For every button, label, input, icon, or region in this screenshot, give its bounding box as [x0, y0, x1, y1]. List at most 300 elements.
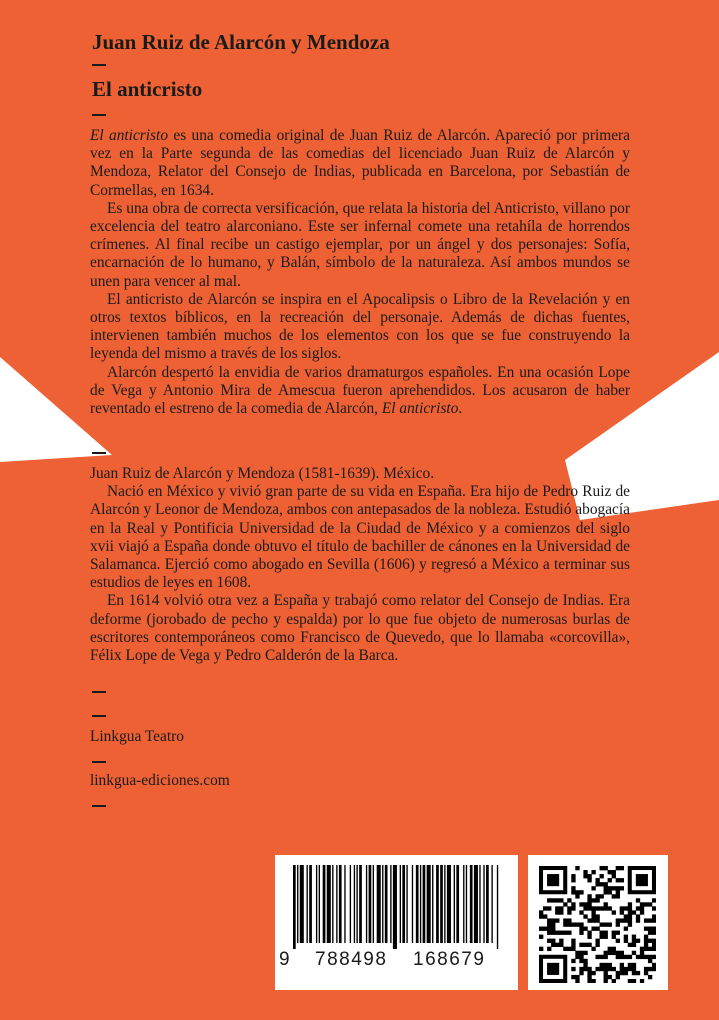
qr-module	[547, 906, 551, 910]
qr-module	[559, 943, 563, 947]
barcode-bar	[444, 865, 445, 943]
barcode-bar	[393, 865, 397, 949]
qr-module	[583, 906, 587, 910]
qr-module	[579, 967, 583, 971]
qr-module	[600, 874, 604, 878]
qr-module	[608, 922, 612, 926]
qr-module	[612, 935, 616, 939]
qr-module	[575, 922, 579, 926]
qr-module	[604, 882, 608, 886]
synopsis-paragraph-2: Es una obra de correcta versificación, que relata la historia del Anticristo, villano por excelencia del teatro alarconiano. Este ser infernal comete una retahíla de horrendos crímenes. Al final recibe un castigo ejemplar, por un ángel y dos personajes: Sofía, encarnación de lo humano, y Balán, símbolo de la naturaleza. Así ambos mundos se unen para vencer al mal.	[90, 199, 630, 290]
qr-module	[591, 910, 595, 914]
qr-module	[652, 947, 656, 951]
qr-module	[628, 979, 632, 983]
dash-divider	[92, 691, 106, 693]
qr-module	[628, 955, 632, 959]
qr-module	[539, 927, 543, 931]
qr-module	[632, 971, 636, 975]
qr-module	[644, 955, 648, 959]
qr-module	[640, 947, 644, 951]
qr-module	[604, 922, 608, 926]
qr-module	[571, 939, 575, 943]
qr-module	[579, 902, 583, 906]
qr-module	[575, 979, 579, 983]
qr-module	[551, 927, 555, 931]
qr-module	[583, 870, 587, 874]
qr-module	[616, 878, 620, 882]
qr-module	[587, 918, 591, 922]
qr-module	[579, 971, 583, 975]
qr-module	[595, 955, 599, 959]
qr-module	[616, 890, 620, 894]
qr-module	[571, 902, 575, 906]
qr-module	[640, 979, 644, 983]
qr-module	[624, 935, 628, 939]
qr-module	[648, 947, 652, 951]
qr-module	[579, 959, 583, 963]
qr-module	[595, 894, 599, 898]
qr-module	[559, 910, 563, 914]
qr-module	[640, 951, 644, 955]
qr-module	[571, 975, 575, 979]
qr-module	[583, 927, 587, 931]
barcode-bar	[382, 865, 383, 943]
qr-module	[547, 947, 551, 951]
qr-code	[528, 855, 668, 990]
qr-module	[652, 906, 656, 910]
barcode-bar	[359, 865, 362, 943]
qr-module	[612, 870, 616, 874]
qr-module	[604, 866, 608, 870]
qr-module	[563, 931, 567, 935]
qr-module	[636, 918, 640, 922]
qr-module	[632, 935, 636, 939]
qr-module	[595, 967, 599, 971]
qr-module	[604, 890, 608, 894]
qr-module	[616, 971, 620, 975]
qr-module	[616, 939, 620, 943]
qr-module	[547, 918, 551, 922]
qr-module	[587, 902, 591, 906]
qr-module	[571, 886, 575, 890]
qr-module	[612, 931, 616, 935]
qr-module	[567, 910, 571, 914]
qr-module	[583, 963, 587, 967]
qr-module	[595, 918, 599, 922]
biography-paragraph-2: En 1614 volvió otra vez a España y trabajó como relator del Consejo de Indias. Era deforme (jorobado de pecho y espalda) por lo que fue objeto de numerosas burlas de escritores contemporáneos como Francisco de Quevedo, que lo llamaba «corcovilla», Félix Lope de Vega y Pedro Calderón de la Barca.	[90, 592, 630, 665]
qr-module	[539, 910, 543, 914]
qr-module	[604, 886, 608, 890]
qr-module	[616, 931, 620, 935]
qr-module	[571, 922, 575, 926]
qr-module	[620, 971, 624, 975]
qr-module	[648, 918, 652, 922]
qr-module	[555, 918, 559, 922]
qr-module	[648, 955, 652, 959]
qr-module	[587, 898, 591, 902]
qr-module	[620, 951, 624, 955]
barcode-bar	[423, 865, 426, 943]
dash-divider	[92, 761, 106, 763]
qr-module	[579, 955, 583, 959]
qr-module	[567, 931, 571, 935]
qr-module	[583, 959, 587, 963]
dash-divider	[92, 452, 106, 454]
qr-module	[600, 931, 604, 935]
qr-module	[632, 979, 636, 983]
qr-module	[648, 939, 652, 943]
qr-module	[612, 874, 616, 878]
qr-module	[547, 939, 551, 943]
qr-module	[555, 898, 559, 902]
qr-module	[571, 890, 575, 894]
qr-module	[644, 947, 648, 951]
collection-name: Linkgua Teatro	[90, 728, 184, 745]
barcode-bar	[309, 865, 312, 943]
barcode-bar	[402, 865, 405, 943]
qr-module	[587, 975, 591, 979]
qr-module	[539, 935, 543, 939]
qr-module	[612, 886, 616, 890]
barcode-bar	[300, 865, 304, 943]
qr-module	[632, 943, 636, 947]
qr-module	[567, 947, 571, 951]
qr-module	[591, 870, 595, 874]
qr-module	[612, 894, 616, 898]
barcode-bar	[427, 865, 431, 943]
qr-module	[575, 951, 579, 955]
title-italic: El anticristo	[90, 127, 169, 144]
qr-module	[624, 927, 628, 931]
qr-module	[591, 914, 595, 918]
qr-module	[628, 914, 632, 918]
qr-module	[571, 943, 575, 947]
qr-module	[652, 927, 656, 931]
barcode-bar	[436, 865, 439, 943]
qr-module	[559, 931, 563, 935]
qr-module	[583, 943, 587, 947]
qr-module	[587, 967, 591, 971]
qr-module	[571, 967, 575, 971]
qr-module	[579, 910, 583, 914]
qr-module	[616, 894, 620, 898]
qr-module	[587, 935, 591, 939]
qr-finder-center	[547, 874, 559, 886]
qr-module	[620, 906, 624, 910]
qr-module	[559, 906, 563, 910]
qr-module	[551, 943, 555, 947]
qr-module	[551, 918, 555, 922]
qr-module	[591, 886, 595, 890]
qr-module	[595, 914, 599, 918]
barcode-bar	[369, 865, 372, 943]
qr-module	[600, 963, 604, 967]
qr-module	[604, 906, 608, 910]
synopsis	[90, 127, 630, 418]
qr-module	[587, 943, 591, 947]
qr-module	[600, 906, 604, 910]
barcode-bar	[356, 865, 357, 943]
qr-module	[571, 906, 575, 910]
qr-module	[595, 878, 599, 882]
qr-module	[632, 939, 636, 943]
qr-module	[624, 914, 628, 918]
qr-module	[547, 927, 551, 931]
barcode-bar	[385, 865, 388, 943]
qr-module	[628, 922, 632, 926]
dash-divider	[92, 64, 106, 66]
qr-code-pattern	[539, 866, 656, 983]
qr-module	[616, 975, 620, 979]
qr-module	[555, 931, 559, 935]
qr-module	[567, 918, 571, 922]
qr-module	[620, 910, 624, 914]
qr-module	[587, 894, 591, 898]
author-name: Juan Ruiz de Alarcón y Mendoza	[92, 30, 390, 54]
qr-module	[591, 927, 595, 931]
barcode-bar	[400, 865, 401, 943]
qr-module	[636, 939, 640, 943]
qr-module	[555, 910, 559, 914]
barcode-bar	[483, 865, 484, 943]
qr-module	[620, 918, 624, 922]
qr-module	[628, 963, 632, 967]
qr-module	[612, 967, 616, 971]
barcode-bar	[497, 865, 498, 949]
qr-module	[616, 886, 620, 890]
qr-module	[604, 979, 608, 983]
qr-module	[543, 906, 547, 910]
qr-module	[604, 963, 608, 967]
qr-module	[628, 902, 632, 906]
qr-module	[571, 959, 575, 963]
qr-module	[604, 955, 608, 959]
qr-module	[652, 967, 656, 971]
qr-module	[628, 906, 632, 910]
barcode-bar	[350, 865, 351, 943]
qr-module	[579, 951, 583, 955]
qr-module	[579, 931, 583, 935]
qr-module	[571, 878, 575, 882]
qr-finder-center	[547, 963, 559, 975]
barcode-bar	[440, 865, 443, 943]
qr-module	[543, 927, 547, 931]
qr-module	[652, 918, 656, 922]
qr-module	[644, 927, 648, 931]
qr-module	[620, 886, 624, 890]
qr-module	[587, 874, 591, 878]
qr-module	[587, 878, 591, 882]
barcode-bar	[336, 865, 337, 943]
barcode-bar	[344, 865, 345, 943]
barcode-bar	[373, 865, 374, 943]
qr-module	[591, 918, 595, 922]
qr-module	[600, 882, 604, 886]
qr-module	[567, 898, 571, 902]
qr-module	[600, 866, 604, 870]
qr-module	[652, 943, 656, 947]
qr-module	[559, 898, 563, 902]
qr-module	[600, 935, 604, 939]
qr-module	[600, 955, 604, 959]
qr-module	[624, 967, 628, 971]
barcode-bar	[486, 865, 489, 943]
qr-module	[575, 866, 579, 870]
qr-module	[612, 910, 616, 914]
qr-module	[608, 870, 612, 874]
qr-module	[640, 902, 644, 906]
qr-module	[583, 902, 587, 906]
qr-module	[616, 922, 620, 926]
qr-module	[632, 910, 636, 914]
qr-module	[600, 967, 604, 971]
qr-module	[604, 931, 608, 935]
barcode-bar	[316, 865, 317, 943]
qr-module	[608, 975, 612, 979]
qr-module	[587, 906, 591, 910]
qr-module	[644, 939, 648, 943]
qr-module	[551, 898, 555, 902]
qr-module	[547, 931, 551, 935]
biography	[90, 465, 630, 665]
barcode-bar	[323, 865, 326, 943]
isbn-barcode	[275, 855, 518, 990]
dash-divider	[92, 715, 106, 717]
barcode-bar	[466, 865, 467, 943]
dash-divider	[92, 114, 106, 116]
biography-paragraph-1: Nació en México y vivió gran parte de su vida en España. Era hijo de Pedro Ruiz de Alarcón y Leonor de Mendoza, ambos con antepasados de la nobleza. Estudió abogacía en la Real y Pontificia Universidad de la Ciudad de México y a comienzos del siglo xvii viajó a España donde obtuvo el título de bachiller de cánones en la Universidad de Salamanca. Ejerció como abogado en Sevilla (1606) y regresó a México a terminar sus estudios de leyes en 1608.	[90, 483, 630, 592]
qr-module	[563, 902, 567, 906]
qr-module	[600, 894, 604, 898]
qr-module	[652, 955, 656, 959]
qr-module	[616, 918, 620, 922]
qr-module	[563, 918, 567, 922]
qr-module	[632, 967, 636, 971]
qr-module	[628, 967, 632, 971]
barcode-bar	[319, 865, 320, 943]
qr-module	[644, 918, 648, 922]
qr-module	[608, 906, 612, 910]
qr-module	[559, 939, 563, 943]
qr-module	[591, 971, 595, 975]
isbn-right-group: 168679	[413, 949, 486, 970]
qr-module	[616, 951, 620, 955]
qr-module	[652, 931, 656, 935]
qr-module	[571, 947, 575, 951]
qr-module	[644, 902, 648, 906]
qr-module	[555, 906, 559, 910]
barcode-bar	[297, 865, 298, 943]
qr-module	[648, 902, 652, 906]
barcode-bar	[354, 865, 355, 943]
qr-module	[587, 971, 591, 975]
qr-module	[612, 979, 616, 983]
barcode-bar	[366, 865, 367, 943]
qr-module	[575, 955, 579, 959]
qr-module	[591, 906, 595, 910]
qr-module	[628, 918, 632, 922]
qr-module	[636, 971, 640, 975]
qr-module	[600, 922, 604, 926]
qr-module	[595, 927, 599, 931]
qr-module	[636, 914, 640, 918]
qr-module	[620, 967, 624, 971]
qr-module	[644, 967, 648, 971]
qr-module	[543, 914, 547, 918]
barcode-bar	[456, 865, 459, 943]
qr-module	[644, 971, 648, 975]
qr-module	[648, 931, 652, 935]
title-italic: El anticristo	[381, 400, 459, 418]
qr-module	[652, 914, 656, 918]
qr-module	[571, 874, 575, 878]
barcode-bar	[470, 865, 473, 943]
qr-module	[595, 898, 599, 902]
qr-module	[612, 947, 616, 951]
barcode-bar	[406, 865, 407, 943]
qr-module	[591, 898, 595, 902]
qr-module	[567, 906, 571, 910]
barcode-bar	[293, 865, 296, 949]
qr-module	[608, 947, 612, 951]
barcode-bar	[332, 865, 333, 943]
qr-module	[539, 914, 543, 918]
qr-module	[648, 959, 652, 963]
qr-module	[539, 947, 543, 951]
qr-module	[591, 947, 595, 951]
qr-module	[579, 943, 583, 947]
qr-module	[644, 943, 648, 947]
barcode-bars	[293, 865, 501, 949]
qr-module	[547, 898, 551, 902]
qr-module	[636, 906, 640, 910]
barcode-bar	[390, 865, 391, 943]
website-link[interactable]: linkgua-ediciones.com	[90, 772, 230, 789]
qr-module	[547, 922, 551, 926]
qr-module	[624, 939, 628, 943]
qr-module	[595, 943, 599, 947]
qr-module	[551, 939, 555, 943]
qr-module	[648, 967, 652, 971]
qr-module	[604, 951, 608, 955]
qr-module	[640, 906, 644, 910]
qr-module	[620, 963, 624, 967]
barcode-bar	[479, 865, 480, 943]
qr-module	[608, 890, 612, 894]
qr-module	[636, 898, 640, 902]
qr-module	[575, 894, 579, 898]
qr-module	[604, 902, 608, 906]
barcode-bar	[420, 865, 421, 943]
barcode-bar	[474, 865, 478, 943]
isbn-left-group: 788498	[315, 949, 388, 970]
qr-module	[636, 955, 640, 959]
qr-module	[595, 882, 599, 886]
qr-module	[579, 927, 583, 931]
qr-module	[620, 866, 624, 870]
isbn-first-digit: 9	[279, 949, 290, 970]
qr-module	[579, 890, 583, 894]
qr-module	[575, 890, 579, 894]
qr-module	[628, 910, 632, 914]
barcode-bar	[307, 865, 308, 943]
qr-module	[640, 910, 644, 914]
synopsis-paragraph-4: Alarcón despertó la envidia de varios dramaturgos españoles. En una ocasión Lope de Vega y Antonio Mira de Amescua fueron aprehendidos. Los acusaron de haber reventado el estreno de la comedia de Alarcón, El anticristo.	[90, 363, 630, 418]
synopsis-paragraph-1: El anticristo es una comedia original de Juan Ruiz de Alarcón. Apareció por primera vez en la Parte segunda de las comedias del licenciado Juan Ruiz de Alarcón y Mendoza, Relator del Consejo de Indias, publicada en Barcelona, por Sebastián de Cormellas, en 1634.	[90, 127, 630, 199]
qr-module	[652, 939, 656, 943]
qr-finder-center	[636, 874, 648, 886]
qr-module	[563, 947, 567, 951]
